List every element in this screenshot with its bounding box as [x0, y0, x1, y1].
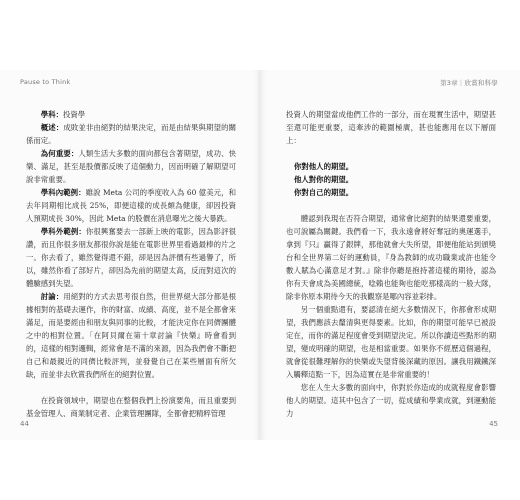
paragraph-text: 用絕對的方式去思考很自然，但世界絕大部分都是根據相對的基礎去運作，你的財富、成績、高度，並不是全都會來滿足，而是要經由和朋友與同事的比較，才能決定你在同儕團體之中的相對位置。「在阿貝爾在第十章討論『快樂』時會看到的，這樣的相對邏輯，經常會是不滿的來源，因為我們會不斷把自己和最親近的同儕比較評判，並發覺自己在某些層面有所欠缺，而並非去欣賞我們所在的絕對位置。 — [26, 292, 236, 379]
paragraph: 投資人的期望當成他們工作的一部分，而在現實生活中，期望甚至還可能更重要，這牽涉的範圍極廣，甚也能應用在以下層面上： — [286, 110, 496, 145]
right-page — [260, 70, 520, 440]
paragraph: 體認到我現在否符合期望，通常會比絕對的結果還要重要，也可說屬為關鍵。我們看一下，我永遠會將好奪冠的奧運選手，拿到『只』贏得了銀牌，那他就會大失所望，即便他能站到頒獎台和全世界第二好的運動員，『身為教師的成功職業或許也能令數人賦為心滿意足才對。』除非你聽是抱持著這樣的期待，認為你有天會成為美國總統，唸賴也能夠也能吃那樣高的一般大隊，除非你原本期待今天的我觀察是哪內容並彩排。 — [286, 214, 496, 301]
paragraph — [26, 147, 236, 186]
paragraph-label: 討論： — [40, 292, 64, 301]
page-number-right: 45 — [489, 420, 498, 428]
paragraph — [26, 108, 236, 121]
paragraph-text: 人類生活大多數的面向都包含著期望，成功、快樂、滿足，甚至是股價都反映了這個動力，因而明確了解期望可說非常重要。 — [26, 149, 236, 184]
expectation-list — [294, 160, 496, 199]
right-page-body — [286, 108, 496, 420]
paragraph-label: 學科內範例： — [40, 188, 86, 197]
paragraph-text: 你很興奮要去一部新上映的電影，因為影評很讚，而且你很多朋友都很你說是能在電影世界里看過最棒的片之一。你去看了，雖然覺得還不錯，卻是因為評價有些過譽了，所以，雖然你看了部好片，卻因為先前的期望太高，反而對這次的體驗感到失望。 — [26, 227, 236, 288]
paragraph-text: 投資學 — [62, 110, 86, 119]
paragraph — [26, 394, 236, 420]
paragraph — [26, 121, 236, 147]
expectation-item: 你對自己的期望。 — [294, 188, 354, 197]
expectation-item: 你對他人的期望。 — [294, 162, 354, 171]
paragraph — [26, 290, 236, 381]
paragraph: 您在人生大多數的面向中，你對於你造成的成就程度會影響他人的期望。這其中包含了一切，從成績和學業成就，到運動能力 — [286, 383, 496, 418]
paragraph-label: 學科： — [40, 110, 63, 119]
paragraph: 另一個重點還有，要認清在絕大多數情況下，你都會形成期望，我們應該去釐清與更得要素。比如，你的期望可能早已被設定在，而你的滿足程度會受到期望決定。所以你讀這些點形的期望，變成明確的期望，也是相當重要。如果你不經歷這個過程，就會從很難理解你的快樂或失望背後深藏的原因。讓我用鐵鐵深入觸釋這點一下，因為這實在是非常重要的！ — [286, 305, 496, 379]
expectation-item: 他人對你的期望。 — [294, 175, 354, 184]
left-page — [0, 70, 260, 440]
paragraph-label: 學科外範例： — [40, 227, 86, 236]
running-header-left: Pause to Think — [20, 78, 71, 86]
paragraph-text: 在投資領域中，期望也在整個我們上扮演要角，而且重要到基金管理人、商業制定者、企業管理團隊，全都會把精粹管理 — [26, 396, 236, 418]
paragraph-label: 概述： — [40, 123, 64, 132]
paragraph-text: 成敗並非由絕對的結果決定，而是由結果與期望的關係而定。 — [26, 123, 236, 145]
page-number-left: 44 — [20, 420, 29, 428]
left-page-body — [26, 108, 236, 420]
paragraph — [26, 186, 236, 225]
paragraph-text: 雖說 Meta 公司的季度收入為 60 億美元，和去年同期相比成長 25%，即便這樣的成長頗為健康，卻因投資人預期成長 30%，因此 Meta 的股價在消息曝光之後大暴跌。 — [26, 188, 236, 223]
paragraph-label: 為何重要： — [40, 149, 79, 158]
paragraph — [26, 225, 236, 290]
running-header-right: 第3章｜欣賞和科學 — [440, 79, 498, 87]
